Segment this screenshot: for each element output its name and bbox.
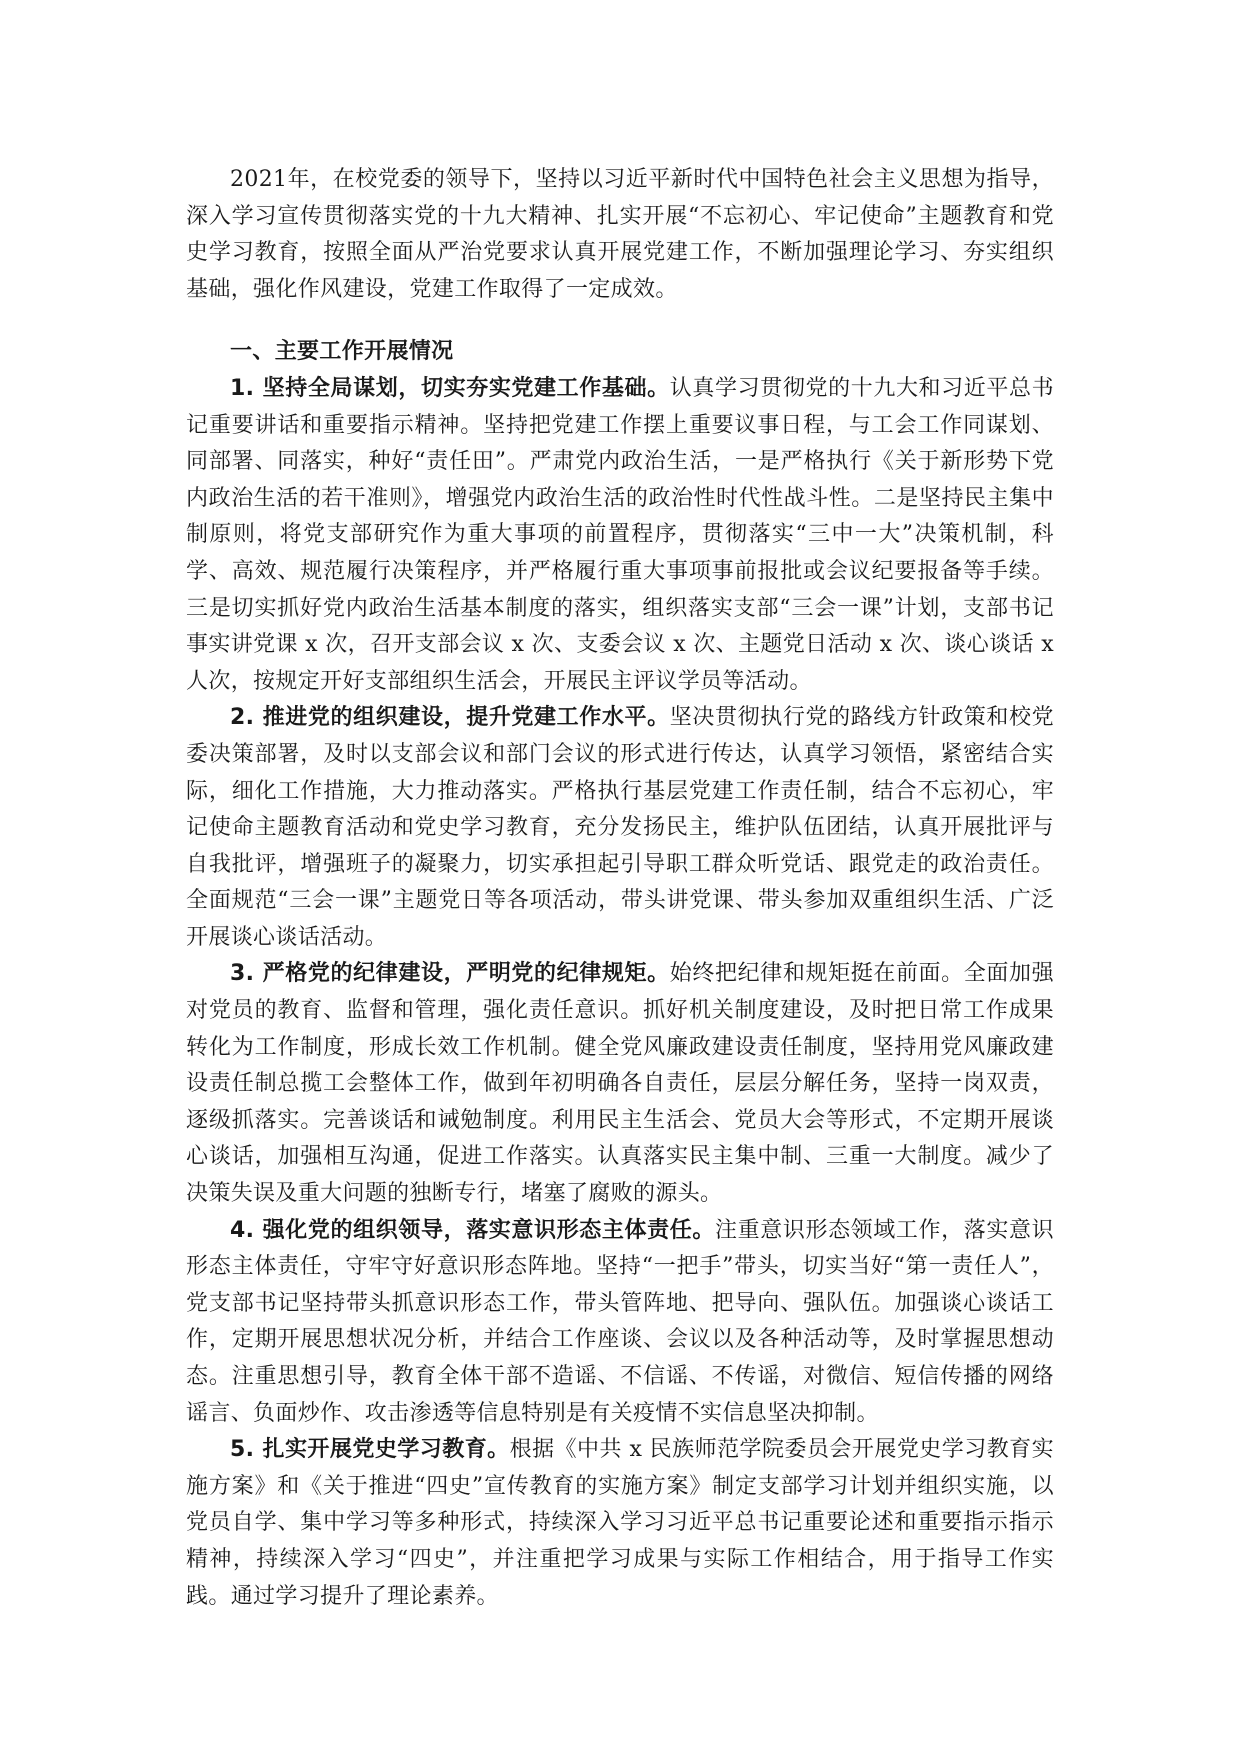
- item-paragraph-5: [186, 1432, 1054, 1615]
- item-paragraph-2: [186, 700, 1054, 956]
- section-heading: 一、主要工作开展情况: [230, 339, 454, 365]
- item-lead-1: 1. 坚持全局谋划，切实夯实党建工作基础。: [230, 375, 670, 401]
- item-body-2: 坚决贯彻执行党的路线方针政策和校党委决策部署，及时以支部会议和部门会议的形式进行传达，认真学习领悟，紧密结合实际，细化工作措施，大力推动落实。严格执行基层党建工作责任制，结合不忘初心，牢记使命主题教育活动和党史学习教育，充分发扬民主，维护队伍团结，认真开展批评与自我批评，增强班子的凝聚力，切实承担起引导职工群众听党话、跟党走的政治责任。全面规范“三会一课”主题党日等各项活动，带头讲党课、带头参加双重组织生活、广泛开展谈心谈话活动。: [186, 705, 1054, 950]
- item-body-5: 根据《中共 x 民族师范学院委员会开展党史学习教育实施方案》和《关于推进“四史”宣传教育的实施方案》制定支部学习计划并组织实施，以党员自学、集中学习等多种形式，持续深入学习习近平总书记重要论述和重要指示指示精神，持续深入学习“四史”，并注重把学习成果与实际工作相结合，用于指导工作实践。通过学习提升了理论素养。: [186, 1437, 1054, 1609]
- intro-paragraph: 2021年，在校党委的领导下，坚持以习近平新时代中国特色社会主义思想为指导，深入学习宣传贯彻落实党的十九大精神、扎实开展“不忘初心、牢记使命”主题教育和党史学习教育，按照全面从严治党要求认真开展党建工作，不断加强理论学习、夯实组织基础，强化作风建设，党建工作取得了一定成效。: [186, 167, 1054, 302]
- item-lead-4: 4. 强化党的组织领导，落实意识形态主体责任。: [230, 1217, 715, 1243]
- item-paragraph-3: [186, 956, 1054, 1212]
- item-body-4: 注重意识形态领域工作，落实意识形态主体责任，守牢守好意识形态阵地。坚持“一把手”带头，切实当好“第一责任人”，党支部书记坚持带头抓意识形态工作，带头管阵地、把导向、强队伍。加强谈心谈话工作，定期开展思想状况分析，并结合工作座谈、会议以及各种活动等，及时掌握思想动态。注重思想引导，教育全体干部不造谣、不信谣、不传谣，对微信、短信传播的网络谣言、负面炒作、攻击渗透等信息特别是有关疫情不实信息坚决抑制。: [186, 1217, 1054, 1426]
- item-paragraph-4: [186, 1213, 1054, 1433]
- item-body-1: 认真学习贯彻党的十九大和习近平总书记重要讲话和重要指示精神。坚持把党建工作摆上重要议事日程，与工会工作同谋划、同部署、同落实，种好“责任田”。严肃党内政治生活，一是严格执行《关于新形势下党内政治生活的若干准则》，增强党内政治生活的政治性时代性战斗性。二是坚持民主集中制原则，将党支部研究作为重大事项的前置程序，贯彻落实“三中一大”决策机制，科学、高效、规范履行决策程序，并严格履行重大事项事前报批或会议纪要报备等手续。三是切实抓好党内政治生活基本制度的落实，组织落实支部“三会一课”计划，支部书记事实讲党课 x 次，召开支部会议 x 次、支委会议 x 次、主题党日活动 x 次、谈心谈话 x 人次，按规定开好支部组织生活会，开展民主评议学员等活动。: [186, 375, 1054, 694]
- document-body: [186, 162, 1054, 1615]
- item-lead-2: 2. 推进党的组织建设，提升党建工作水平。: [230, 705, 670, 731]
- item-lead-3: 3. 严格党的纪律建设，严明党的纪律规矩。: [230, 961, 670, 987]
- item-body-3: 始终把纪律和规矩挺在前面。全面加强对党员的教育、监督和管理，强化责任意识。抓好机关制度建设，及时把日常工作成果转化为工作制度，形成长效工作机制。健全党风廉政建设责任制度，坚持用党风廉政建设责任制总揽工会整体工作，做到年初明确各自责任，层层分解任务，坚持一岗双责，逐级抓落实。完善谈话和诫勉制度。利用民主生活会、党员大会等形式，不定期开展谈心谈话，加强相互沟通，促进工作落实。认真落实民主集中制、三重一大制度。减少了决策失误及重大问题的独断专行，堵塞了腐败的源头。: [186, 961, 1054, 1207]
- item-lead-5: 5. 扎实开展党史学习教育。: [230, 1437, 510, 1463]
- item-paragraph-1: [186, 371, 1054, 700]
